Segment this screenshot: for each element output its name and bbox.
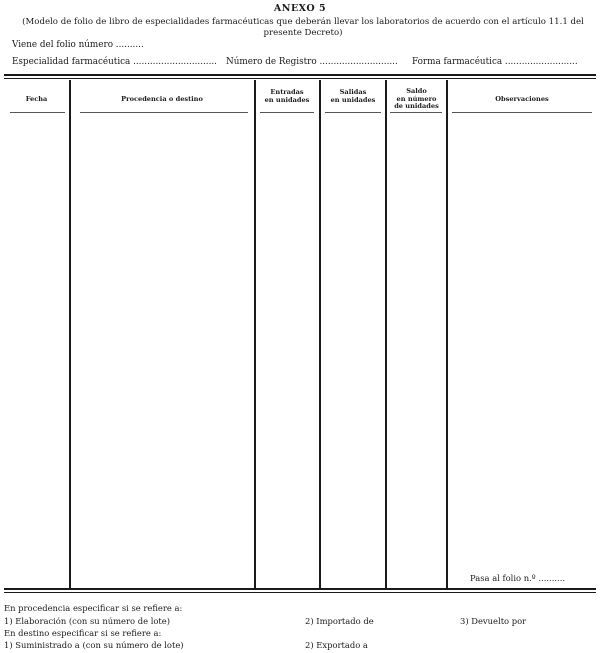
header-underline-observaciones — [452, 112, 592, 113]
especialidad-field[interactable]: Especialidad farmacéutica .............................. — [12, 57, 217, 67]
footer-destino-item-2: 2) Exportado a — [305, 640, 368, 650]
footer-destino-item-1: 1) Suministrado a (con su número de lote) — [4, 640, 184, 650]
header-entradas-line1: Entradas — [270, 88, 304, 96]
table-top-border — [4, 74, 596, 76]
table-bottom-border-inner — [4, 592, 596, 593]
column-divider-saldo — [446, 80, 448, 588]
viene-folio-field[interactable]: Viene del folio número .......... — [12, 40, 144, 50]
column-divider-entradas — [319, 80, 321, 588]
forma-farmaceutica-field[interactable]: Forma farmacéutica .......................... — [412, 57, 578, 67]
footer-destino-intro: En destino especificar si se refiere a: — [4, 628, 162, 638]
table-top-border-inner — [4, 78, 596, 79]
footer-procedencia-item-3: 3) Devuelto por — [460, 616, 527, 626]
column-divider-fecha — [69, 80, 71, 588]
header-saldo-line2: en número — [396, 94, 437, 103]
table-bottom-border — [4, 588, 596, 590]
header-salidas-line1: Salidas — [339, 88, 367, 96]
footer-procedencia-item-2: 2) Importado de — [305, 616, 374, 626]
header-fecha: Fecha — [25, 95, 48, 103]
numero-registro-field[interactable]: Número de Registro ............................ — [226, 57, 398, 67]
header-procedencia: Procedencia o destino — [121, 95, 203, 103]
header-observaciones: Observaciones — [495, 95, 549, 103]
footer-procedencia-intro: En procedencia especificar si se refiere a: — [4, 603, 183, 613]
header-entradas — [255, 89, 319, 104]
header-saldo-line3: de unidades — [394, 102, 439, 110]
header-salidas — [321, 89, 385, 104]
header-saldo-line1: Saldo — [406, 87, 427, 95]
header-entradas-line2: en unidades — [264, 95, 310, 104]
header-underline-procedencia — [80, 112, 248, 113]
pasa-folio-field[interactable]: Pasa al folio n.º .......... — [470, 573, 566, 583]
header-underline-salidas — [325, 112, 381, 113]
header-salidas-line2: en unidades — [330, 95, 376, 104]
column-divider-salidas — [385, 80, 387, 588]
header-underline-entradas — [260, 112, 314, 113]
column-divider-procedencia — [254, 80, 256, 588]
header-underline-fecha — [10, 112, 65, 113]
footer-procedencia-item-1: 1) Elaboración (con su número de lote) — [4, 616, 171, 626]
header-saldo — [387, 88, 446, 111]
header-underline-saldo — [390, 112, 442, 113]
document-title: ANEXO 5 — [273, 3, 327, 14]
document-subtitle: (Modelo de folio de libro de especialidades farmacéuticas que deberán llevar los laboratorios de acuerdo con el artículo 11.1 del presente Decreto) — [22, 17, 584, 38]
